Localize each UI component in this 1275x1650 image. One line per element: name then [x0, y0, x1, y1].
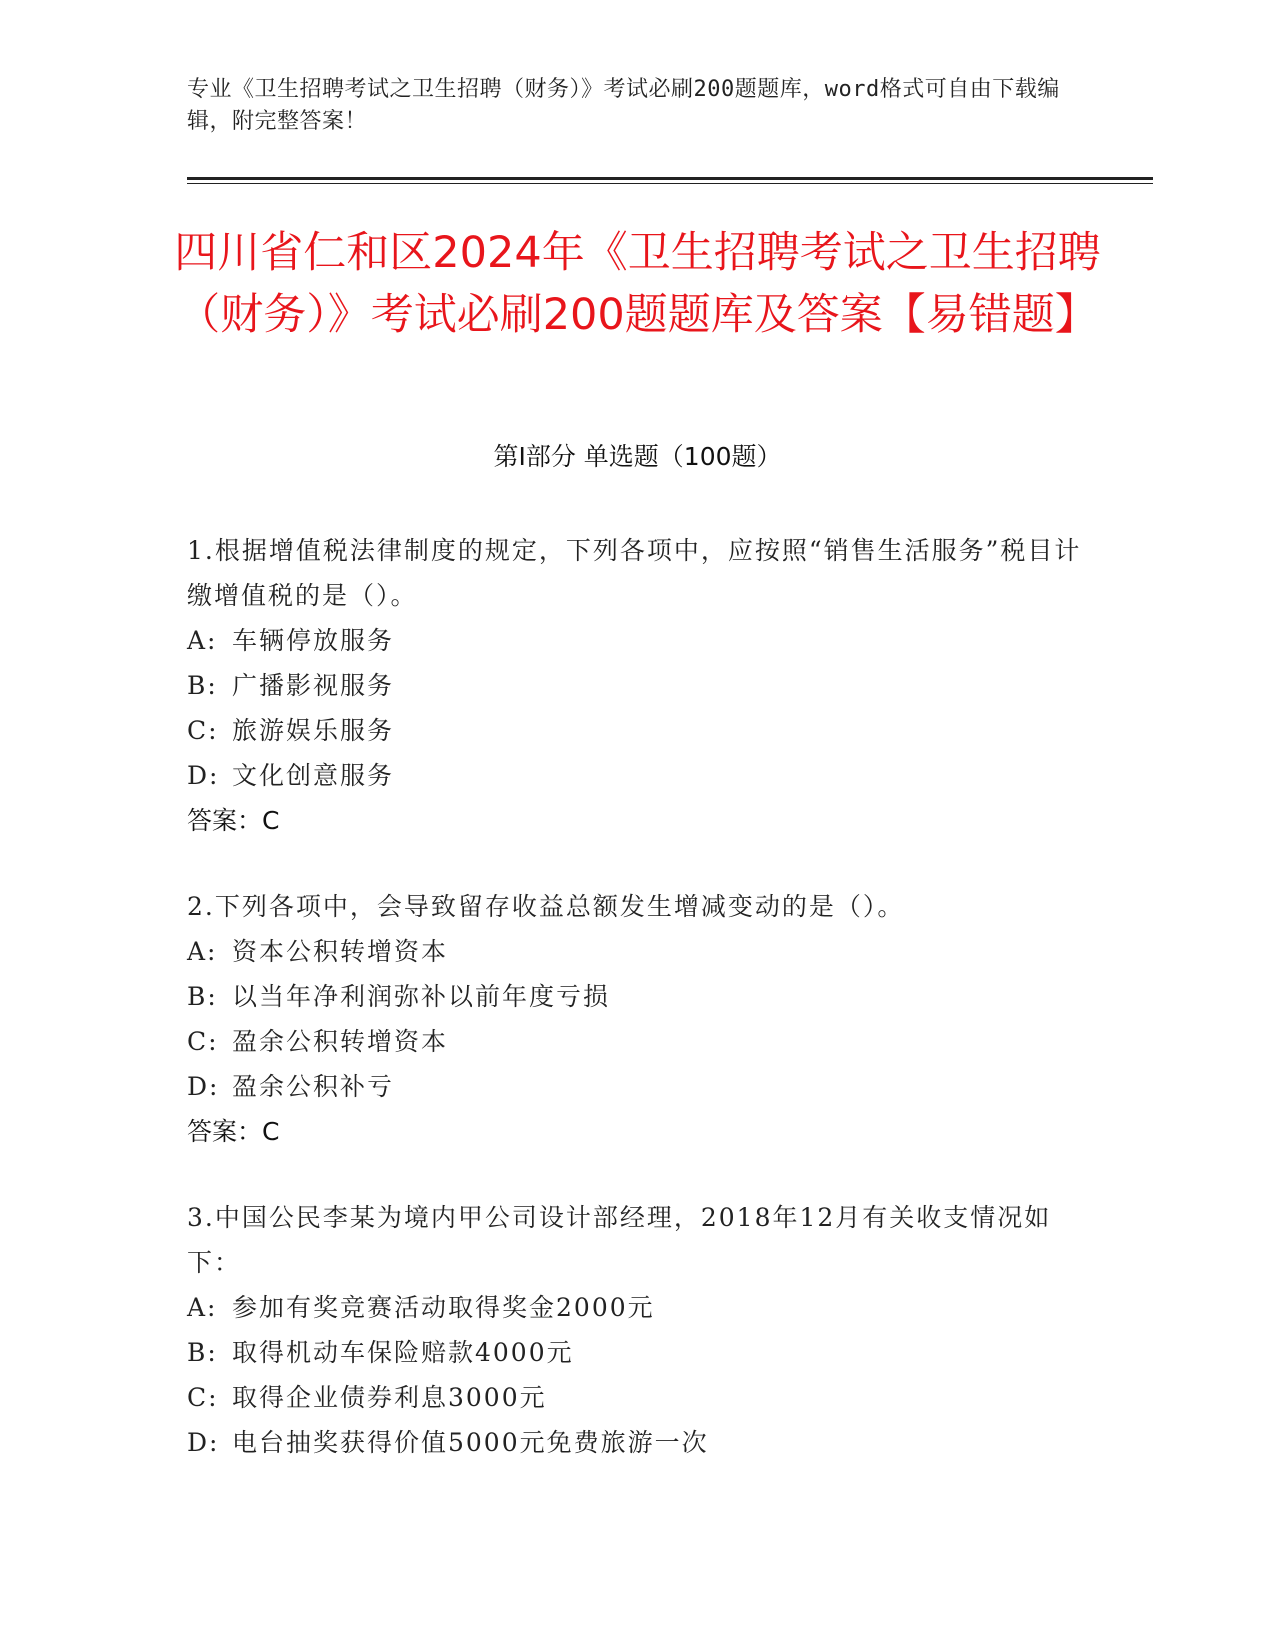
question-1 — [187, 528, 1087, 843]
option-letter: B: — [187, 671, 218, 700]
option-text: 资本公积转增资本 — [232, 937, 449, 966]
option-text: 盈余公积转增资本 — [232, 1027, 449, 1056]
option-text: 盈余公积补亏 — [232, 1072, 395, 1101]
option-text: 旅游娱乐服务 — [232, 716, 395, 745]
option-b — [187, 663, 1087, 708]
option-a — [187, 618, 1087, 663]
option-letter: D: — [187, 1428, 220, 1457]
option-text: 车辆停放服务 — [232, 626, 395, 655]
option-letter: A: — [187, 1293, 218, 1322]
option-d — [187, 753, 1087, 798]
question-stem: 2.下列各项中，会导致留存收益总额发生增减变动的是（）。 — [187, 892, 905, 921]
answer-line: 答案：C — [187, 1117, 280, 1146]
option-letter: D: — [187, 761, 220, 790]
header-rule-thin — [187, 183, 1153, 184]
option-letter: A: — [187, 937, 218, 966]
option-a — [187, 929, 1087, 974]
option-letter: B: — [187, 982, 218, 1011]
option-c — [187, 1019, 1087, 1064]
option-letter: C: — [187, 716, 219, 745]
option-text: 取得企业债券利息3000元 — [232, 1383, 547, 1412]
question-stem: 3.中国公民李某为境内甲公司设计部经理，2018年12月有关收支情况如下： — [187, 1203, 1052, 1277]
section-heading: 第Ⅰ部分 单选题（100题） — [493, 442, 782, 471]
option-b — [187, 974, 1087, 1019]
option-letter: C: — [187, 1027, 219, 1056]
option-c — [187, 1375, 1087, 1420]
answer-line: 答案：C — [187, 806, 280, 835]
option-letter: D: — [187, 1072, 220, 1101]
option-b — [187, 1330, 1087, 1375]
option-letter: A: — [187, 626, 218, 655]
option-d — [187, 1064, 1087, 1109]
document-title: 四川省仁和区2024年《卫生招聘考试之卫生招聘（财务）》考试必刷200题题库及答案【易错题】 — [174, 228, 1101, 340]
option-letter: B: — [187, 1338, 218, 1367]
question-2 — [187, 884, 1087, 1154]
question-3 — [187, 1195, 1087, 1465]
option-c — [187, 708, 1087, 753]
option-text: 电台抽奖获得价值5000元免费旅游一次 — [232, 1428, 709, 1457]
option-text: 取得机动车保险赔款4000元 — [232, 1338, 574, 1367]
option-text: 以当年净利润弥补以前年度亏损 — [232, 982, 611, 1011]
option-letter: C: — [187, 1383, 219, 1412]
option-a — [187, 1285, 1087, 1330]
option-d — [187, 1420, 1087, 1465]
header-rule-thick — [187, 177, 1153, 180]
option-text: 文化创意服务 — [232, 761, 395, 790]
option-text: 参加有奖竞赛活动取得奖金2000元 — [232, 1293, 655, 1322]
header-note: 专业《卫生招聘考试之卫生招聘（财务）》考试必刷200题题库，word格式可自由下载编辑，附完整答案！ — [187, 77, 1060, 134]
option-text: 广播影视服务 — [232, 671, 395, 700]
question-stem: 1.根据增值税法律制度的规定，下列各项中，应按照“销售生活服务”税目计缴增值税的是（）。 — [187, 536, 1082, 610]
question-list — [187, 528, 1087, 1506]
